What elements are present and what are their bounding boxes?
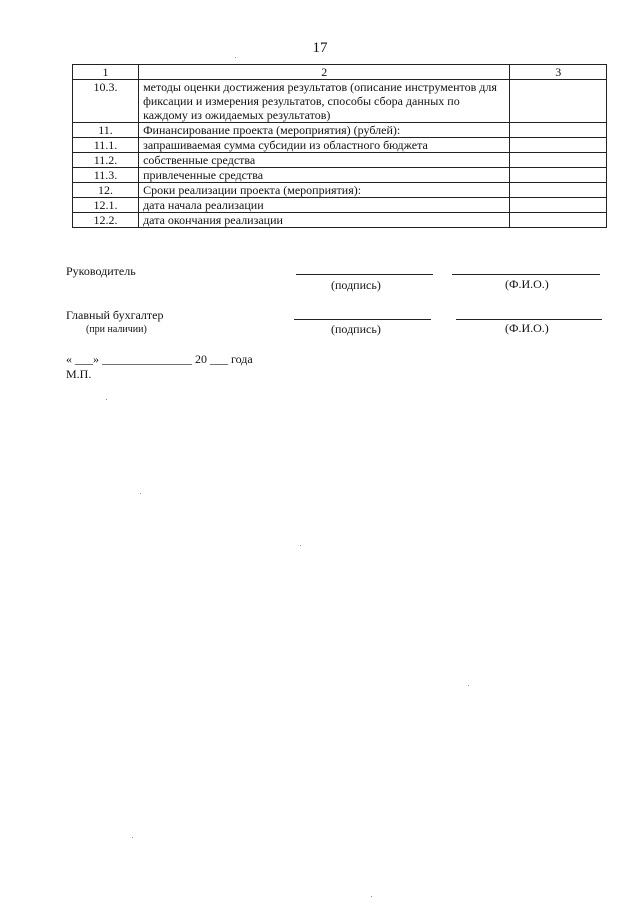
accountant-signature-caption: (подпись) [331,322,381,336]
row-number: 12.1. [73,198,139,213]
scan-speck [235,57,236,58]
head-label: Руководитель [66,264,136,278]
row-text: дата окончания реализации [139,213,510,228]
page-number: 17 [312,40,328,56]
table-row [73,123,607,138]
head-signature-caption: (подпись) [331,278,381,292]
row-number: 12. [73,183,139,198]
row-text: методы оценки достижения результатов (описание инструментов для фиксации и измерения результатов, способы сбора данных по каждому из ожидаемых результатов) [139,80,510,123]
table-header-col-2: 2 [139,65,510,80]
form-table [72,64,607,228]
head-signature-line [296,274,433,275]
row-value [510,80,607,123]
accountant-name-line [456,319,602,320]
row-number: 11.3. [73,168,139,183]
table-header-col-1: 1 [73,65,139,80]
table-row [73,138,607,153]
table-row [73,153,607,168]
table-row [73,198,607,213]
accountant-name-caption: (Ф.И.О.) [505,321,549,335]
row-number: 10.3. [73,80,139,123]
head-name-line [452,274,600,275]
row-number: 11. [73,123,139,138]
row-number: 12.2. [73,213,139,228]
row-text: запрашиваемая сумма субсидии из областного бюджета [139,138,510,153]
row-text: Финансирование проекта (мероприятия) (рублей): [139,123,510,138]
row-number: 11.2. [73,153,139,168]
accountant-signature-line [294,319,431,320]
row-value [510,153,607,168]
row-text: Сроки реализации проекта (мероприятия): [139,183,510,198]
row-value [510,123,607,138]
chief-accountant-label: Главный бухгалтер [66,308,164,322]
scan-speck [371,896,372,897]
table-row [73,213,607,228]
row-value [510,138,607,153]
table-row [73,183,607,198]
scan-speck [132,837,133,838]
row-text: собственные средства [139,153,510,168]
table-row [73,168,607,183]
scan-speck [300,545,301,546]
chief-accountant-note: (при наличии) [86,324,147,335]
scan-speck [106,399,107,400]
table-row [73,80,607,123]
row-value [510,168,607,183]
row-text: привлеченные средства [139,168,510,183]
table-header-col-3: 3 [510,65,607,80]
scan-speck [468,685,469,686]
row-value [510,183,607,198]
row-value [510,213,607,228]
date-line: « ___» _______________ 20 ___ года [66,352,253,366]
head-name-caption: (Ф.И.О.) [505,277,549,291]
row-number: 11.1. [73,138,139,153]
stamp-place: М.П. [66,367,92,381]
scan-speck [140,493,141,494]
table-header-row [73,65,607,80]
row-text: дата начала реализации [139,198,510,213]
row-value [510,198,607,213]
